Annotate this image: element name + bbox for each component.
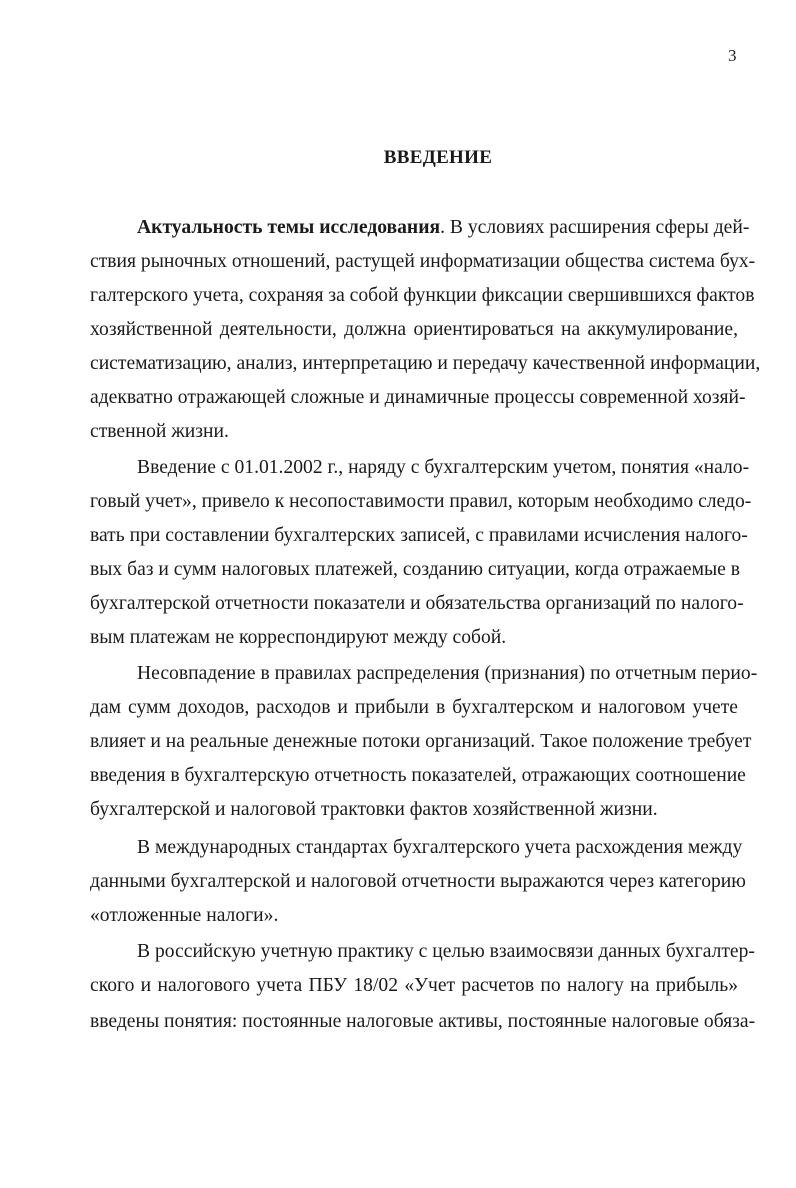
- paragraph-line: «отложенные налоги».: [90, 905, 279, 926]
- paragraph-line: Введение с 01.01.2002 г., наряду с бухгалтерским учетом, понятия «нало-: [137, 457, 750, 478]
- paragraph-line: систематизацию, анализ, интерпретацию и передачу качественной информации,: [90, 353, 761, 374]
- lead-phrase: Актуальность темы исследования: [137, 217, 441, 238]
- paragraph-line: хозяйственной деятельности, должна ориентироваться на аккумулирование,: [90, 319, 738, 340]
- paragraph-line: адекватно отражающей сложные и динамичные процессы современной хозяй-: [90, 387, 746, 408]
- page-number: 3: [728, 46, 737, 65]
- paragraph-line: данными бухгалтерской и налоговой отчетности выражаются через категорию: [90, 871, 746, 892]
- paragraph-line: В международных стандартах бухгалтерского учета расхождения между: [137, 837, 743, 858]
- paragraph-line: ствия рыночных отношений, растущей информатизации общества система бух-: [90, 251, 756, 272]
- paragraph-line: Актуальность темы исследования. В условиях расширения сферы дей-: [137, 217, 750, 238]
- paragraph-line: Несовпадение в правилах распределения (признания) по отчетным перио-: [137, 663, 758, 684]
- paragraph-line: ственной жизни.: [90, 421, 229, 442]
- paragraph-line: вым платежам не корреспондируют между собой.: [90, 627, 507, 648]
- paragraph-line: бухгалтерской и налоговой трактовки фактов хозяйственной жизни.: [90, 799, 658, 820]
- paragraph-line: В российскую учетную практику с целью взаимосвязи данных бухгалтер-: [137, 941, 755, 962]
- paragraph-line: вать при составлении бухгалтерских записей, с правилами исчисления налого-: [90, 525, 748, 546]
- paragraph-line: введены понятия: постоянные налоговые активы, постоянные налоговые обяза-: [90, 1011, 756, 1032]
- paragraph-line: ского и налогового учета ПБУ 18/02 «Учет расчетов по налогу на прибыль»: [90, 975, 738, 996]
- paragraph-line: бухгалтерской отчетности показатели и обязательства организаций по налого-: [90, 593, 744, 614]
- paragraph-line: влияет и на реальные денежные потоки организаций. Такое положение требует: [90, 731, 752, 752]
- paragraph-line: вых баз и сумм налоговых платежей, созданию ситуации, когда отражаемые в: [90, 559, 740, 580]
- paragraph-line: галтерского учета, сохраняя за собой функции фиксации свершившихся фактов: [90, 285, 755, 306]
- section-heading: ВВЕДЕНИЕ: [383, 147, 493, 168]
- paragraph-line: введения в бухгалтерскую отчетность показателей, отражающих соотношение: [90, 765, 746, 786]
- paragraph-line: дам сумм доходов, расходов и прибыли в бухгалтерском и налоговом учете: [90, 697, 738, 718]
- paragraph-line: говый учет», привело к несопоставимости правил, которым необходимо следо-: [90, 491, 752, 512]
